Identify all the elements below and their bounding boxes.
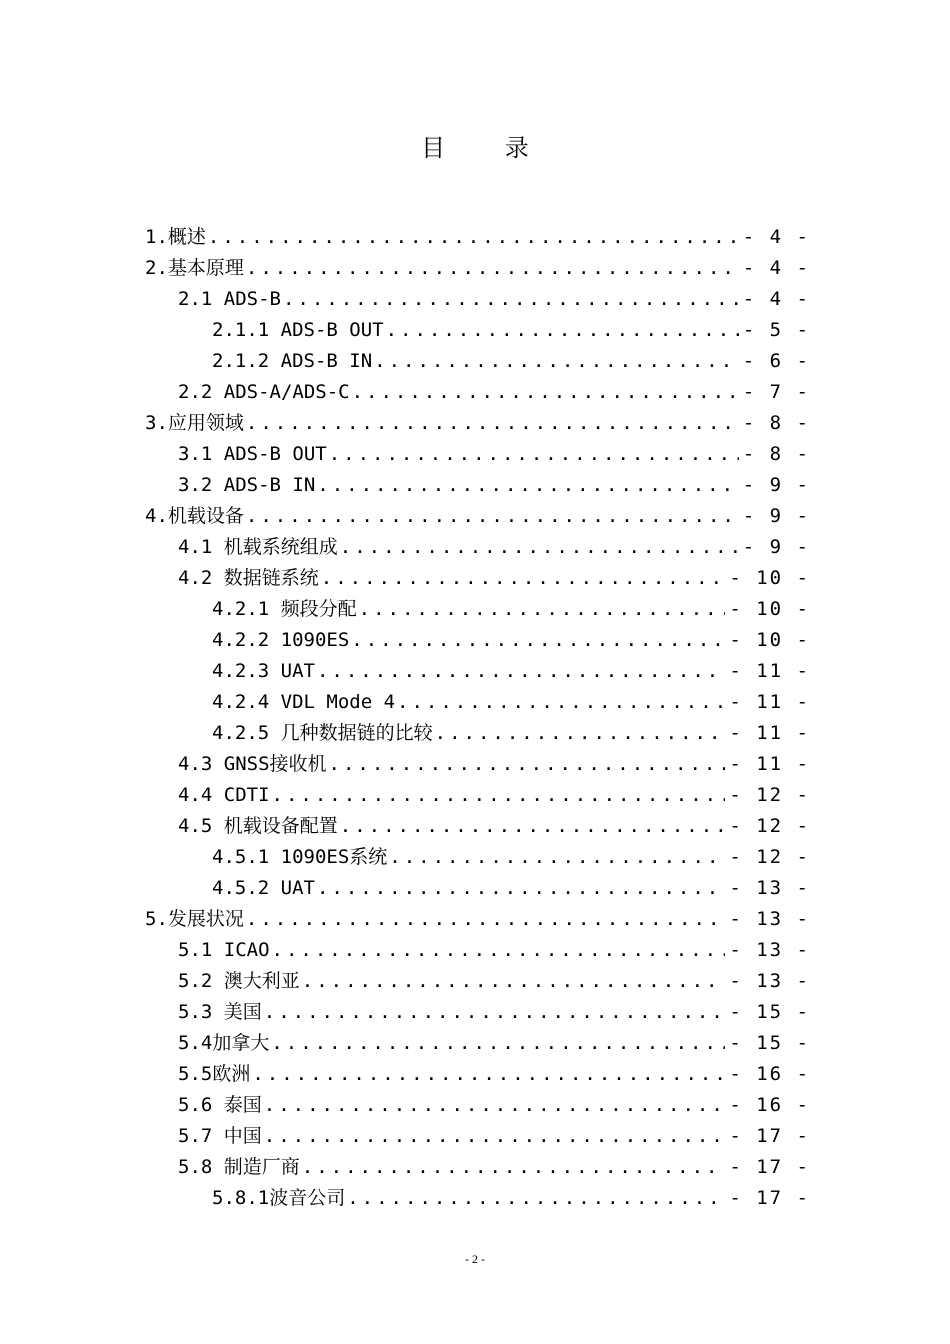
toc-dot-leader — [359, 594, 726, 625]
toc-entry[interactable] — [145, 408, 810, 439]
toc-entry[interactable] — [145, 377, 810, 408]
toc-entry-label: 5.8.1波音公司 — [212, 1187, 346, 1209]
toc-entry-page: - 13 - — [729, 970, 810, 992]
toc-entry-label: 3.应用领域 — [145, 412, 244, 434]
toc-entry-label: 4.1 机载系统组成 — [178, 536, 338, 558]
toc-entry-label: 2.2 ADS-A/ADS-C — [178, 381, 350, 403]
toc-entry-page: - 4 - — [742, 257, 810, 279]
toc-dot-leader — [272, 780, 726, 811]
toc-entry-page: - 11 - — [729, 691, 810, 713]
toc-dot-leader — [246, 501, 739, 532]
toc-dot-leader — [317, 873, 725, 904]
toc-dot-leader — [208, 222, 739, 253]
toc-dot-leader — [252, 1059, 725, 1090]
toc-entry-label: 2.1.2 ADS-B IN — [212, 350, 373, 372]
toc-dot-leader — [264, 1090, 726, 1121]
toc-entry-page: - 7 - — [742, 381, 810, 403]
toc-dot-leader — [329, 439, 739, 470]
toc-entry[interactable] — [145, 718, 810, 749]
toc-entry[interactable] — [145, 1028, 810, 1059]
toc-entry-label: 4.2.5 几种数据链的比较 — [212, 722, 433, 744]
toc-entry-page: - 8 - — [742, 412, 810, 434]
toc-dot-leader — [347, 1183, 725, 1214]
toc-entry-label: 5.4加拿大 — [178, 1032, 270, 1054]
toc-entry-label: 5.3 美国 — [178, 1001, 262, 1023]
toc-entry-label: 2.1 ADS-B — [178, 288, 281, 310]
toc-entry-label: 5.1 ICAO — [178, 939, 270, 961]
toc-entry-page: - 9 - — [742, 536, 810, 558]
toc-dot-leader — [264, 997, 726, 1028]
toc-entry[interactable] — [145, 284, 810, 315]
toc-dot-leader — [340, 532, 739, 563]
toc-entry-page: - 10 - — [729, 567, 810, 589]
toc-entry-page: - 8 - — [742, 443, 810, 465]
toc-dot-leader — [272, 935, 726, 966]
toc-dot-leader — [264, 1121, 726, 1152]
toc-entry[interactable] — [145, 315, 810, 346]
toc-entry-label: 2.1.1 ADS-B OUT — [212, 319, 384, 341]
toc-entry[interactable] — [145, 594, 810, 625]
toc-entry-label: 3.1 ADS-B OUT — [178, 443, 327, 465]
toc-entry-label: 5.5欧洲 — [178, 1063, 251, 1085]
toc-entry-label: 4.5.1 1090ES系统 — [212, 846, 388, 868]
toc-entry[interactable] — [145, 935, 810, 966]
toc-entry-page: - 6 - — [742, 350, 810, 372]
toc-entry-page: - 11 - — [729, 660, 810, 682]
toc-entry[interactable] — [145, 656, 810, 687]
toc-entry-label: 4.3 GNSS接收机 — [178, 753, 327, 775]
toc-entry-page: - 13 - — [729, 939, 810, 961]
toc-entry-page: - 4 - — [742, 288, 810, 310]
toc-dot-leader — [271, 1028, 725, 1059]
toc-entry-page: - 9 - — [742, 505, 810, 527]
page-number-footer: - 2 - — [465, 1252, 485, 1266]
toc-entry-label: 5.7 中国 — [178, 1125, 262, 1147]
toc-entry-page: - 15 - — [729, 1032, 810, 1054]
toc-entry-page: - 13 - — [729, 908, 810, 930]
toc-entry[interactable] — [145, 749, 810, 780]
toc-dot-leader — [317, 656, 725, 687]
toc-dot-leader — [246, 904, 725, 935]
toc-entry-label: 4.2.3 UAT — [212, 660, 315, 682]
toc-entry-label: 5.2 澳大利亚 — [178, 970, 300, 992]
toc-entry[interactable] — [145, 997, 810, 1028]
toc-entry-page: - 15 - — [729, 1001, 810, 1023]
toc-entry-page: - 16 - — [729, 1063, 810, 1085]
toc-dot-leader — [352, 377, 739, 408]
toc-entry-page: - 11 - — [729, 722, 810, 744]
toc-entry-page: - 17 - — [729, 1125, 810, 1147]
toc-entry[interactable] — [145, 532, 810, 563]
toc-dot-leader — [389, 842, 725, 873]
toc-entry-page: - 12 - — [729, 784, 810, 806]
toc-entry-page: - 13 - — [729, 877, 810, 899]
toc-entry-label: 2.基本原理 — [145, 257, 244, 279]
toc-entry-label: 4.5 机载设备配置 — [178, 815, 338, 837]
toc-dot-leader — [317, 470, 739, 501]
toc-title: 目 录 — [421, 134, 555, 162]
toc-entry-label: 4.2.4 VDL Mode 4 — [212, 691, 396, 713]
toc-dot-leader — [321, 563, 726, 594]
toc-entry[interactable] — [145, 687, 810, 718]
toc-entry-page: - 4 - — [742, 226, 810, 248]
toc-entry-page: - 9 - — [742, 474, 810, 496]
toc-dot-leader — [386, 315, 739, 346]
toc-dot-leader — [397, 687, 725, 718]
toc-entry[interactable] — [145, 222, 810, 253]
toc-dot-leader — [302, 1152, 726, 1183]
toc-entry-page: - 5 - — [742, 319, 810, 341]
toc-entry[interactable] — [145, 346, 810, 377]
toc-entry[interactable] — [145, 501, 810, 532]
toc-entry[interactable] — [145, 563, 810, 594]
toc-dot-leader — [374, 346, 739, 377]
toc-entry[interactable] — [145, 439, 810, 470]
toc-entry[interactable] — [145, 811, 810, 842]
toc-entry-page: - 11 - — [729, 753, 810, 775]
toc-dot-leader — [283, 284, 739, 315]
toc-dot-leader — [246, 408, 739, 439]
toc-entry-page: - 10 - — [729, 629, 810, 651]
toc-entry[interactable] — [145, 780, 810, 811]
table-of-contents — [145, 222, 810, 1214]
toc-entry-label: 4.2.2 1090ES — [212, 629, 350, 651]
toc-entry[interactable] — [145, 253, 810, 284]
toc-entry-label: 5.6 泰国 — [178, 1094, 262, 1116]
toc-dot-leader — [246, 253, 739, 284]
toc-entry-label: 4.2.1 频段分配 — [212, 598, 357, 620]
toc-entry[interactable] — [145, 1121, 810, 1152]
toc-entry-page: - 12 - — [729, 846, 810, 868]
toc-entry[interactable] — [145, 1152, 810, 1183]
toc-dot-leader — [435, 718, 726, 749]
toc-entry-page: - 17 - — [729, 1187, 810, 1209]
toc-dot-leader — [351, 625, 725, 656]
toc-entry[interactable] — [145, 842, 810, 873]
toc-entry[interactable] — [145, 1059, 810, 1090]
toc-entry-label: 4.4 CDTI — [178, 784, 270, 806]
toc-entry-label: 4.5.2 UAT — [212, 877, 315, 899]
toc-entry-label: 4.2 数据链系统 — [178, 567, 319, 589]
toc-dot-leader — [329, 749, 726, 780]
toc-entry-label: 3.2 ADS-B IN — [178, 474, 316, 496]
toc-entry-page: - 10 - — [729, 598, 810, 620]
toc-entry-label: 4.机载设备 — [145, 505, 244, 527]
toc-dot-leader — [340, 811, 726, 842]
toc-entry[interactable] — [145, 625, 810, 656]
toc-entry-label: 1.概述 — [145, 226, 206, 248]
toc-entry-page: - 16 - — [729, 1094, 810, 1116]
toc-entry[interactable] — [145, 1090, 810, 1121]
toc-entry[interactable] — [145, 873, 810, 904]
toc-entry-page: - 12 - — [729, 815, 810, 837]
toc-entry-label: 5.8 制造厂商 — [178, 1156, 300, 1178]
toc-entry-page: - 17 - — [729, 1156, 810, 1178]
toc-entry[interactable] — [145, 1183, 810, 1214]
toc-entry[interactable] — [145, 904, 810, 935]
toc-entry[interactable] — [145, 966, 810, 997]
toc-dot-leader — [302, 966, 726, 997]
toc-entry-label: 5.发展状况 — [145, 908, 244, 930]
toc-entry[interactable] — [145, 470, 810, 501]
